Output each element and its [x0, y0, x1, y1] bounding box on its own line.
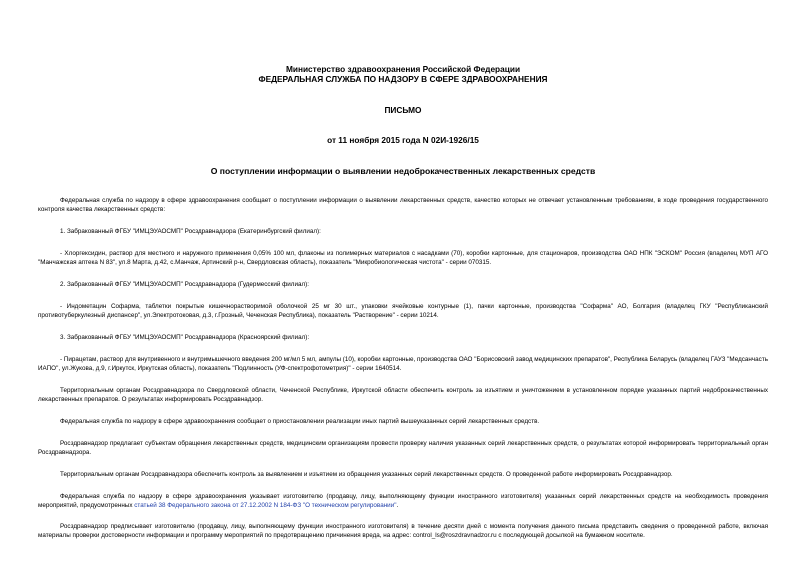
document-subject: О поступлении информации о выявлении недоброкачественных лекарственных средств: [210, 166, 596, 176]
paragraph-item-2-detail: - Индометацин Софарма, таблетки покрытые кишечнорастворимой оболочкой 25 мг 30 шт., упаковки ячейковые контурные (1), пачки картонные, производства "Софарма" АО, Болгария (владелец ГКУ "Республиканский противотуберкулезный диспансер", ул.Электротоковая, д.3, г.Грозный, Чеченская Республика), показатель "Растворение" - серии 10214.: [38, 303, 768, 319]
document-type: ПИСЬМО: [384, 105, 422, 115]
paragraph-item-1-detail: - Хлоргексидин, раствор для местного и наружного применения 0,05% 100 мл, флаконы из полимерных материалов с насадками (70), коробки картонные, для стационаров, производства ОАО НПК "ЭСКОМ" Россия (владелец МУП АГО "Манчажская аптека N 83", ул.8 Марта, д.42, с.Манчаж, Артинский р-н, Свердловская область), показатель "Микробиологическая чистота" - серии 070315.: [38, 250, 768, 266]
paragraph-manufacturer-end: .: [396, 502, 399, 509]
document-header: [38, 64, 768, 176]
document-page: [38, 64, 768, 553]
paragraph-item-1-heading: 1. Забракованный ФГБУ "ИМЦЭУАОСМП" Росздравнадзора (Екатеринбургский филиал):: [60, 228, 321, 235]
paragraph-withdrawal-control: Территориальным органам Росздравнадзора обеспечить контроль за выявлением и изъятием из обращения указанных серий лекарственных средств. О проведенной работе информировать Росздравнадзор.: [60, 471, 673, 478]
document-body: [38, 196, 768, 540]
document-date-number: от 11 ноября 2015 года N 02И-1926/15: [327, 135, 479, 145]
paragraph-item-3-detail: - Пирацетам, раствор для внутривенного и внутримышечного введения 200 мг/мл 5 мл, ампулы (10), коробки картонные, производства ОАО "Борисовский завод медицинских препаратов", Республика Беларусь (владелец ГАУЗ "Медсанчасть ИАПО", ул.Жукова, д.9, г.Иркутск, Иркутская область), показатель "Подлинность (УФ-спектрофотометрия)" - серии 1640514.: [38, 356, 768, 372]
ministry-name: Министерство здравоохранения Российской Федерации: [285, 64, 521, 74]
law-article-link[interactable]: статьей 38 Федерального закона от 27.12.2002 N 184-ФЗ "О техническом регулировании": [134, 502, 397, 509]
paragraph-territorial-control: Территориальным органам Росздравнадзора по Свердловской области, Чеченской Республике, Иркутской области обеспечить контроль за изъятием и уничтожением в установленном порядке указанных партий недоброкачественных лекарственных препаратов. О результатах информировать Росздравнадзор.: [38, 387, 768, 403]
paragraph-verification: Росздравнадзор предлагает субъектам обращения лекарственных средств, медицинским организациям провести проверку наличия указанных серий лекарственных средств, о результатах которой информировать территориальный орган Росздравнадзора.: [38, 440, 768, 456]
paragraph-manufacturer-measures: [38, 492, 768, 510]
paragraph-reporting-requirement: Росздравнадзор предписывает изготовителю (продавцу, лицу, выполняющему функции иностранного изготовителя) в течение десяти дней с момента получения данного письма представить сведения о проведенной работе, включая материалы проверки достоверности информации и программу мероприятий по предотвращению причинения вреда, на адрес: control_ls@roszdravnadzor.ru с последующей досылкой на бумажном носителе.: [38, 523, 768, 539]
paragraph-intro: Федеральная служба по надзору в сфере здравоохранения сообщает о поступлении информации о выявлении лекарственных средств, качество которых не отвечает установленным требованиям, в ходе проведения государственного контроля качества лекарственных средств:: [38, 197, 768, 213]
paragraph-item-3-heading: 3. Забракованный ФГБУ "ИМЦЭУАОСМП" Росздравнадзора (Красноярский филиал):: [60, 334, 310, 341]
paragraph-item-2-heading: 2. Забракованный ФГБУ "ИМЦЭУАОСМП" Росздравнадзора (Гудермесский филиал):: [60, 281, 310, 288]
paragraph-manufacturer-text: Федеральная служба по надзору в сфере здравоохранения указывает изготовителю (продавцу, лицу, выполняющему функции иностранного изготовителя) указанных серий лекарственных средств на необходимость проведения мероприятий, предусмотренных: [38, 493, 768, 509]
paragraph-suspension: Федеральная служба по надзору в сфере здравоохранения сообщает о приостановлении реализации иных партий вышеуказанных серий лекарственных средств.: [60, 418, 540, 425]
service-name: ФЕДЕРАЛЬНАЯ СЛУЖБА ПО НАДЗОРУ В СФЕРЕ ЗДРАВООХРАНЕНИЯ: [258, 74, 548, 84]
